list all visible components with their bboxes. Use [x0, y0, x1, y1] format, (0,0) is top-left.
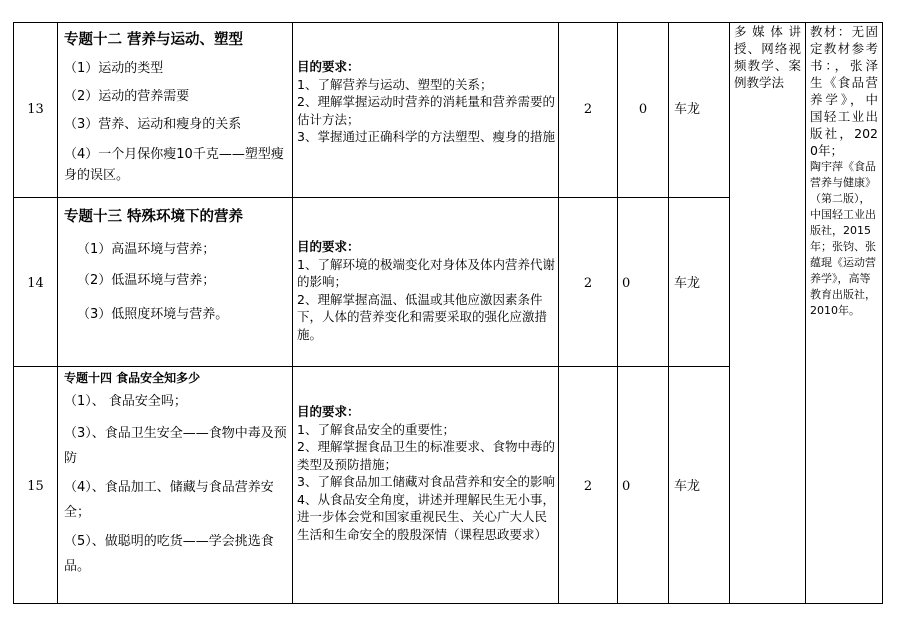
- topic-item: （4）一个月保你瘦10千克——塑型瘦身的误区。: [64, 147, 284, 183]
- topic-title: 专题十三 特殊环境下的营养: [64, 209, 244, 225]
- topic-title: 专题十四 食品安全知多少: [64, 371, 201, 385]
- topic-item: （3）、食品卫生安全——食物中毒及预防: [64, 426, 287, 466]
- objective-item: 1、了解营养与运动、塑型的关系；: [297, 76, 493, 92]
- objectives-cell: [297, 238, 555, 343]
- topic-item: （1）高温环境与营养；: [77, 242, 216, 257]
- objective-item: 1、了解食品安全的重要性；: [297, 421, 455, 437]
- practice-hours: 0: [622, 276, 631, 291]
- objectives-cell: [297, 403, 555, 543]
- theory-hours: 2: [583, 479, 593, 494]
- objectives-cell: [297, 58, 555, 146]
- table-rule: [13, 603, 883, 604]
- topic-cell: [64, 369, 290, 601]
- objective-item: 4、从食品安全角度，讲述并理解民生无小事，进一步体会党和国家重视民生、关心广大人民生活和生命安全的殷殷深情（课程思政要求）: [297, 491, 555, 542]
- objective-item: 3、掌握通过正确科学的方法塑型、瘦身的措施: [297, 129, 555, 144]
- topic-cell: [64, 207, 288, 365]
- topic-item: （2）低温环境与营养；: [77, 273, 216, 288]
- table-rule: [805, 22, 806, 604]
- row-number: 13: [27, 102, 44, 117]
- table-rule: [57, 22, 58, 604]
- objectives-heading: 目的要求：: [297, 239, 360, 254]
- theory-hours: 2: [583, 276, 593, 291]
- topic-item: （5）、做聪明的吃货——学会挑选食品。: [64, 534, 274, 574]
- row-number: 15: [27, 479, 44, 494]
- practice-hours: 0: [622, 479, 631, 494]
- objective-item: 1、了解环境的极端变化对身体及体内营养代谢的影响；: [297, 256, 555, 289]
- theory-hours: 2: [583, 102, 593, 117]
- topic-item: （4）、食品加工、储藏与食品营养安全；: [64, 480, 274, 520]
- teaching-method: 多媒体讲授、网络视频教学、案例教学法: [734, 24, 801, 90]
- table-rule: [13, 366, 730, 367]
- objective-item: 2、理解掌握运动时营养的消耗量和营养需要的估计方法；: [297, 94, 555, 127]
- objectives-heading: 目的要求：: [297, 404, 360, 419]
- topic-item: （1）、 食品安全吗；: [64, 394, 187, 409]
- textbook-main: 教材：无固定教材参考书：，张泽生《食品营养学》，中国轻工业出版社，2020年；: [810, 24, 878, 158]
- table-rule: [882, 22, 883, 604]
- teacher-name: 车龙: [674, 102, 701, 117]
- row-number: 14: [27, 276, 44, 291]
- table-rule: [668, 22, 669, 604]
- topic-title: 专题十二 营养与运动、塑型: [64, 32, 244, 48]
- objectives-heading: 目的要求：: [297, 59, 360, 74]
- objective-item: 2、理解掌握高温、低温或其他应激因素条件下，人体的营养变化和需要采取的强化应激措施。: [297, 291, 548, 342]
- objective-item: 2、理解掌握食品卫生的标准要求、食物中毒的类型及预防措施；: [297, 439, 555, 472]
- practice-hours: 0: [638, 102, 648, 117]
- teacher-name: 车龙: [674, 276, 701, 291]
- table-rule: [13, 197, 730, 198]
- topic-item: （1）运动的类型: [64, 61, 164, 76]
- teacher-name: 车龙: [674, 479, 701, 494]
- topic-cell: [64, 30, 288, 196]
- topic-item: （2）运动的营养需要: [64, 89, 190, 104]
- topic-item: （3）营养、运动和瘦身的关系: [64, 117, 242, 132]
- textbook-references: [810, 23, 878, 319]
- topic-item: （3）低照度环境与营养。: [77, 307, 229, 322]
- table-rule: [292, 22, 293, 604]
- textbook-references-more: 陶宇萍《食品营养与健康》（第二版），中国轻工业出版社，2015年；张钧、张蕴琨《运动营养学》，高等教育出版社，2010年。: [810, 160, 876, 317]
- table-rule: [729, 22, 730, 604]
- objective-item: 3、了解食品加工储藏对食品营养和安全的影响: [297, 474, 555, 489]
